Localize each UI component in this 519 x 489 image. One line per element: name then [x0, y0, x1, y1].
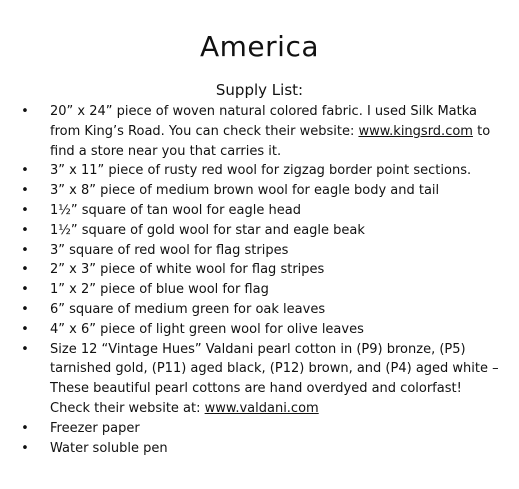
list-item [0, 221, 519, 241]
list-item [0, 241, 519, 261]
list-item [0, 439, 519, 459]
list-item-line: from King’s Road. You can check their website: www.kingsrd.com to [50, 123, 491, 139]
list-item-text: 1½” square of tan wool for eagle head [50, 202, 301, 218]
list-item-text: 3” x 8” piece of medium brown wool for eagle body and tail [50, 183, 440, 199]
bullet: • [21, 282, 29, 298]
list-item [0, 419, 519, 439]
bullet: • [21, 420, 29, 436]
supply-list-heading: Supply List: [215, 81, 304, 99]
bullet: • [21, 321, 29, 337]
list-item-line: find a store near you that carries it. [50, 143, 282, 159]
bullet: • [21, 242, 29, 258]
bullet: • [21, 183, 29, 199]
bullet: • [21, 341, 29, 357]
list-item-text: Freezer paper [50, 420, 140, 436]
list-item-line: These beautiful pearl cottons are hand overdyed and colorfast! [50, 381, 462, 397]
list-item-text: 2” x 3” piece of white wool for flag stripes [50, 262, 325, 278]
bullet: • [21, 222, 29, 238]
supply-list [0, 102, 519, 458]
list-item-line: Check their website at: www.valdani.com [50, 400, 319, 416]
list-item [0, 280, 519, 300]
list-item-text: 1½” square of gold wool for star and eagle beak [50, 222, 365, 238]
bullet: • [21, 163, 29, 179]
list-item-text: 6” square of medium green for oak leaves [50, 301, 326, 317]
list-item-text: 3” square of red wool for flag stripes [50, 242, 289, 258]
list-item-text: 3” x 11” piece of rusty red wool for zigzag border point sections. [50, 163, 472, 179]
page-title: America [200, 30, 319, 63]
list-item [0, 161, 519, 181]
list-item-text: 1” x 2” piece of blue wool for flag [50, 282, 269, 298]
list-item [0, 320, 519, 340]
bullet: • [21, 202, 29, 218]
list-item-text: Water soluble pen [50, 440, 168, 456]
list-item [0, 102, 519, 161]
list-item-line: Size 12 “Vintage Hues” Valdani pearl cotton in (P9) bronze, (P5) [50, 341, 466, 357]
bullet: • [21, 440, 29, 456]
list-item [0, 201, 519, 221]
list-item [0, 181, 519, 201]
list-item [0, 260, 519, 280]
list-item [0, 340, 519, 419]
list-item-line: 20” x 24” piece of woven natural colored fabric. I used Silk Matka [50, 104, 478, 119]
list-item-line: tarnished gold, (P11) aged black, (P12) brown, and (P4) aged white – [50, 361, 499, 377]
kingsrd-link[interactable]: www.kingsrd.com [358, 123, 473, 139]
bullet: • [21, 262, 29, 278]
list-item-text: 4” x 6” piece of light green wool for olive leaves [50, 321, 364, 337]
bullet: • [21, 104, 29, 119]
valdani-link[interactable]: www.valdani.com [204, 400, 319, 416]
list-item [0, 300, 519, 320]
bullet: • [21, 301, 29, 317]
